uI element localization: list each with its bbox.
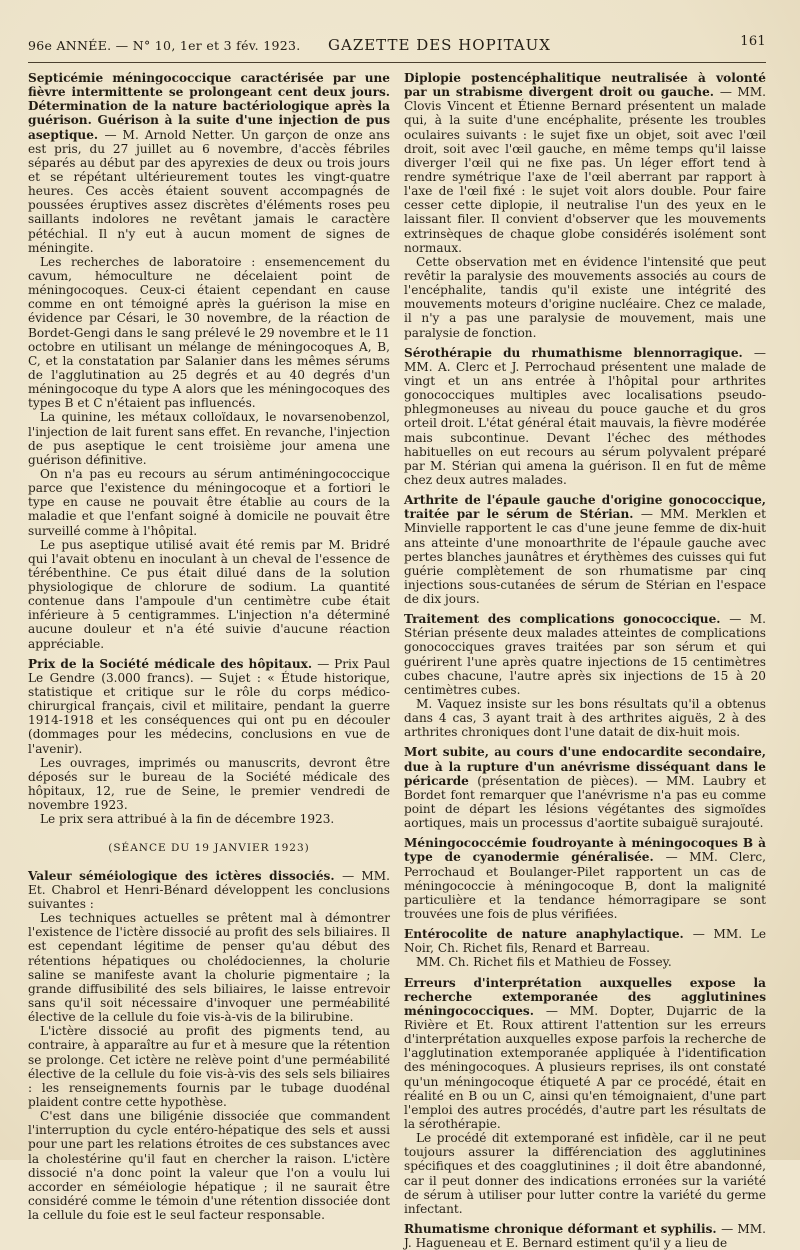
article-text: — M. Arnold Netter. Un garçon de onze ans est pris, du 27 juillet au 6 novembre, d'accès fébriles séparés au début par des apyrexies de deux ou trois jours et se répétant ultérieurement toutes les vingt-quatre heures. Ces accès étaient souvent accompagnés de poussées éruptives assez discrètes d'éléments roses peu saillants indolores ne revêtant jamais le caractère pétéchial. Il n'y eut à aucun moment de signes de méningite. xyxy=(28,127,390,255)
article-paragraph: M. Vaquez insiste sur les bons résultats qu'il a obtenus dans 4 cas, 3 ayant trait à des arthrites aiguës, 2 à des arthrites chroniques dont l'une datait de dix-huit mois. xyxy=(404,697,766,740)
article-text: — MM. Le Noir, Ch. Richet fils, Renard et Barreau. xyxy=(404,927,766,956)
article xyxy=(404,976,766,1216)
article-title: Erreurs d'interprétation auxquelles expose la recherche extemporanée des agglutinines méningococciques. xyxy=(404,975,766,1018)
article-paragraph xyxy=(404,1222,766,1250)
journal-title: GAZETTE DES HOPITAUX xyxy=(328,36,551,54)
article-title: Rhumatisme chronique déformant et syphilis. xyxy=(404,1221,722,1236)
article-paragraph: C'est dans une biligénie dissociée que commandent l'interruption du cycle entéro-hépatique des sels et aussi pour une part les relations étroites de ces substances avec la cholestérine qu'il faut en chercher la raison. L'ictère dissocié n'a donc point la valeur que l'on a voulu lui accorder en séméiologie hépatique ; il ne saurait être considéré comme le témoin d'une rétention dissociée dont la cellule du foie est le seul facteur responsable. xyxy=(28,1109,390,1223)
article-paragraph: Le pus aseptique utilisé avait été remis par M. Bridré qui l'avait obtenu en inoculant à un cheval de l'essence de térébenthine. Ce pus était dilué dans de la solution physiologique de chlorure de sodium. La quantité contenue dans l'ampoule d'un centimètre cube était inférieure à 5 centigrammes. L'injection n'a déterminé aucune douleur et n'a été suivie d'aucune réaction appréciable. xyxy=(28,537,390,651)
article xyxy=(28,657,390,827)
article-title: Arthrite de l'épaule gauche d'origine gonococcique, traitée par le sérum de Stérian. xyxy=(404,493,766,522)
article-paragraph xyxy=(404,976,766,1132)
article xyxy=(404,612,766,739)
article-paragraph xyxy=(404,493,766,606)
article-paragraph: On n'a pas eu recours au sérum antiméningococcique parce que l'existence du méningocoque et a fortiori le type en cause ne pouvait être établie au cours de la maladie et que l'enfant soigné à domicile ne pouvait être surveillé comme à l'hôpital. xyxy=(28,466,390,538)
columns xyxy=(28,71,766,1250)
article-paragraph: Les ouvrages, imprimés ou manuscrits, devront être déposés sur le bureau de la Société médicale des hôpitaux, 12, rue de Seine, le premier vendredi de novembre 1923. xyxy=(28,755,390,813)
article-paragraph: La quinine, les métaux colloïdaux, le novarsenobenzol, l'injection de lait furent sans effet. En revanche, l'injection de pus aseptique le cent troisième jour amena une guérison définitive. xyxy=(28,410,390,467)
right-column xyxy=(404,71,766,1250)
article-paragraph xyxy=(28,869,390,911)
article-title: Mort subite, au cours d'une endocardite secondaire, due à la rupture d'un anévrisme disséquant dans le péricarde xyxy=(404,745,766,788)
article-paragraph xyxy=(404,612,766,697)
article-title: Diplopie postencéphalitique neutralisée à volonté par un strabisme divergent droit ou gauche. xyxy=(404,71,766,100)
article xyxy=(404,927,766,969)
article-paragraph: Le procédé dit extemporané est infidèle, car il ne peut toujours assurer la différenciation des agglutinines spécifiques et des coagglutinines ; il doit être abandonné, car il peut donner des indications erronées sur la variété de sérum à utiliser pour lutter contre la variété du germe infectant. xyxy=(404,1131,766,1216)
article-paragraph xyxy=(404,71,766,255)
article xyxy=(404,493,766,606)
article-text: — MM. J. Hagueneau et E. Bernard estiment qu'il y a lieu de xyxy=(404,1221,766,1250)
article-paragraph xyxy=(404,836,766,921)
article xyxy=(28,71,390,651)
article-text: — MM. Merklen et Minvielle rapportent le cas d'une jeune femme de dix-huit ans atteinte d'une monoarthrite de l'épaule gauche avec pertes blanches jaunâtres et érythèmes des cuisses qui fut guérie complètement de son rhumatisme par cinq injections sous-cutanées de sérum de Stérian en l'espace de dix jours. xyxy=(404,507,766,607)
article xyxy=(404,1222,766,1250)
article-paragraph xyxy=(28,657,390,756)
article-paragraph: Les recherches de laboratoire : ensemencement du cavum, hémoculture ne décelaient point de méningocoques. Ceux-ci étaient cependant en cause comme en ont témoigné après la guérison la mise en évidence par Césari, le 30 novembre, de la réaction de Bordet-Gengi dans le sang prélevé le 29 novembre et le 11 octobre en utilisant un mélange de méningocoques A, B, C, et la constatation par Salanier dans les mêmes sérums de l'agglutination au 25 degrés et au 40 degrés d'un méningocoque du type A alors que les méningocoques des types B et C n'étaient pas influencés. xyxy=(28,254,390,411)
article-paragraph: Cette observation met en évidence l'intensité que peut revêtir la paralysie des mouvements associés au cours de l'encéphalite, tandis qu'il existe une intégrité des mouvements moteurs d'origine nucléaire. Chez ce malade, il n'y a pas une paralysie de mouvement, mais une paralysie de fonction. xyxy=(404,254,766,340)
article xyxy=(404,346,766,487)
article-text: — M. Stérian présente deux malades atteintes de complications gonococciques graves traitées par son sérum et qui guérirent l'une après quatre injections de 15 centimètres cubes chacune, l'autre après six injections de 15 à 20 centimètres cubes. xyxy=(404,612,766,697)
article-title: Méningococcémie foudroyante à méningocoques B à type de cyanodermie généralisée. xyxy=(404,836,766,865)
article-text: — MM. Clerc, Perrochaud et Boulanger-Pilet rapportent un cas de méningococcie à méningocoque B, dont la malignité particulière et la tendance hémorragipare se sont trouvées une fois de plus vérifiées. xyxy=(404,850,766,922)
article-paragraph xyxy=(404,927,766,955)
header-rule xyxy=(28,62,766,63)
article-text: — MM. Clovis Vincent et Étienne Bernard présentent un malade qui, à la suite d'une encéphalite, présente les troubles oculaires suivants : le sujet fixe un objet, soit avec l'œil droit, soit avec l'œil gauche, en même temps qu'il laisse diverger l'œil qui ne fixe pas. Un léger effort tend à rendre symétrique l'axe de l'œil aberrant par rapport à l'axe de l'œil fixé : le sujet voit alors double. Pour faire cesser cette diplopie, il neutralise l'un des yeux en le laissant filer. Il convient d'observer que les mouvements extrinsèques de chaque globe considérés isolément sont normaux. xyxy=(404,85,766,255)
article-paragraph: MM. Ch. Richet fils et Mathieu de Fossey. xyxy=(416,955,672,970)
article-paragraph: Le prix sera attribué à la fin de décembre 1923. xyxy=(40,812,335,827)
article xyxy=(28,869,390,1223)
article-title: Entérocolite de nature anaphylactique. xyxy=(404,927,693,942)
article-title: Sérothérapie du rhumathisme blennorragique. xyxy=(404,345,754,360)
article-title: Valeur séméiologique des ictères dissociés. xyxy=(28,868,343,883)
article-text: — MM. Dopter, Dujarric de la Rivière et Et. Roux attirent l'attention sur les erreurs d'interprétation auxquelles expose parfois la recherche de l'agglutination extemporanée appliquée à l'identification des méningocoques. A plusieurs reprises, ils ont constaté qu'un méningocoque étiqueté A par ce procédé, était en réalité en B ou un C, ainsi qu'en témoignaient, d'une part l'emploi des autres procédés, d'autre part les résultats de la sérothérapie. xyxy=(404,1003,766,1131)
article-paragraph xyxy=(28,71,390,255)
issue-line: 96e ANNÉE. — N° 10, 1er et 3 fév. 1923. xyxy=(28,38,301,53)
article-text: — MM. A. Clerc et J. Perrochaud présentent une malade de vingt et un ans entrée à l'hôpital pour arthrites gonococciques multiples avec localisations pseudo-phlegmoneuses au niveau du pouce gauche et du gros orteil droit. L'état général était mauvais, la fièvre modérée mais subcontinue. Devant l'échec des méthodes habituelles on eut recours au sérum polyvalent préparé par M. Stérian qui amena la guérison. Il en fut de même chez deux autres malades. xyxy=(404,345,766,487)
article xyxy=(404,71,766,340)
seance-label: (SÉANCE DU 19 JANVIER 1923) xyxy=(108,842,310,855)
article xyxy=(404,836,766,921)
article-text: (présentation de pièces). — MM. Laubry et Bordet font remarquer que l'anévrisme n'a pas eu comme point de départ les lésions végétantes des sigmoïdes aortiques, mais un processus d'aortite subaiguë surajouté. xyxy=(404,773,766,831)
article-paragraph: Les techniques actuelles se prêtent mal à démontrer l'existence de l'ictère dissocié au profit des sels biliaires. Il est cependant légitime de penser qu'au début des rétentions hépatiques ou cholédociennes, la cholurie saline se manifeste avant la cholurie pigmentaire ; la grande diffusibilité des sels biliaires, le laisse entrevoir sans qu'il soit nécessaire d'invoquer une perméabilité élective de la cellule du foie vis-à-vis de la bilirubine. xyxy=(28,911,390,1025)
article-title: Traitement des complications gonococcique. xyxy=(404,612,730,627)
article xyxy=(404,745,766,830)
page-number: 161 xyxy=(740,34,766,49)
article-paragraph xyxy=(404,346,766,487)
article-paragraph xyxy=(404,745,766,830)
article-paragraph: L'ictère dissocié au profit des pigments tend, au contraire, à apparaître au fur et à mesure que la rétention se prolonge. Cet ictère ne relève point d'une perméabilité élective de la cellule du foie vis-à-vis des sels sels biliaires : les renseignements fournis par le tubage duodénal plaident contre cette hypothèse. xyxy=(28,1024,390,1109)
left-column xyxy=(28,71,390,1250)
page-header xyxy=(28,32,766,60)
article-text: — MM. Et. Chabrol et Henri-Bénard développent les conclusions suivantes : xyxy=(28,868,390,912)
article-title: Septicémie méningococcique caractérisée par une fièvre intermittente se prolongeant cent deux jours. Détermination de la nature bactériologique après la guérison. Guérison à la suite d'une injection de pus aseptique. xyxy=(28,71,390,142)
article-text: — Prix Paul Le Gendre (3.000 francs). — Sujet : « Étude historique, statistique et critique sur le rôle du corps médico-chirurgical français, civil et militaire, pendant la guerre 1914-1918 et les conséquences qui ont pu en découler (dommages pour les médecins, conclusions en vue de l'avenir). xyxy=(28,656,390,756)
article-title: Prix de la Société médicale des hôpitaux. xyxy=(28,656,318,671)
